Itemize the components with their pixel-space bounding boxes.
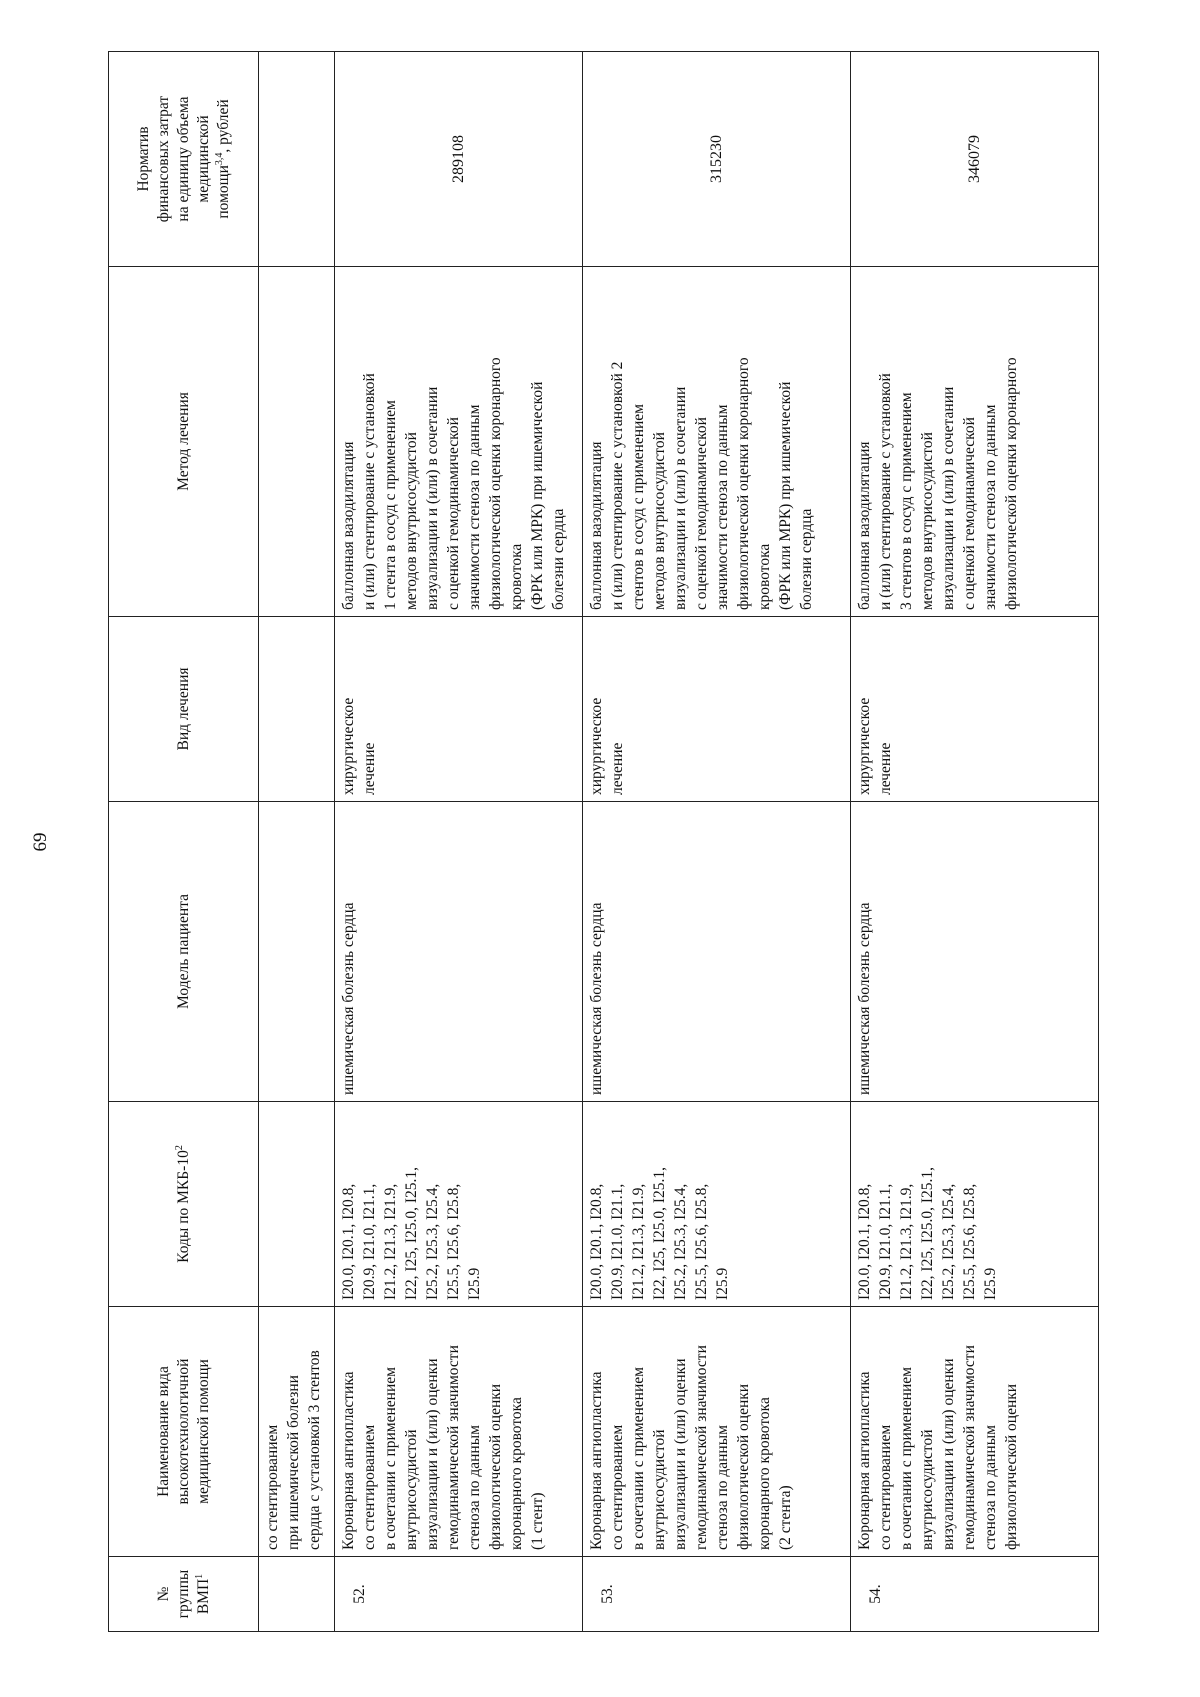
row-num: 52. bbox=[335, 1557, 583, 1632]
row-codes: I20.0, I20.1, I20.8, I20.9, I21.0, I21.1, I21.2, I21.3, I21.9, I22, I25, I25.0, I25.1, I25.2, I25.3, I25.4, I25.5, I25.6, I25.8, I25.9 bbox=[851, 1102, 1099, 1307]
rotated-page bbox=[30, 52, 1098, 1632]
row-num: 54. bbox=[851, 1557, 1099, 1632]
row-cost: 289108 bbox=[335, 52, 583, 267]
row-model: ишемическая болезнь сердца bbox=[851, 802, 1099, 1102]
table-row bbox=[583, 52, 851, 1632]
header-treatment-type: Вид лечения bbox=[109, 617, 259, 802]
row-treatment: хирургическое лечение bbox=[583, 617, 851, 802]
table-row bbox=[335, 52, 583, 1632]
header-method: Метод лечения bbox=[109, 267, 259, 617]
row-method: баллонная вазодилятация и (или) стентирование с установкой 2 стентов в сосуд с применением методов внутрисосудистой визуализации и (или) в сочетании с оценкой гемодинамической значимости стеноза по данным физиологической оценки коронарного кровотока (ФРК или МРК) при ишемической болезни сердца bbox=[583, 267, 851, 617]
row-treatment: хирургическое лечение bbox=[851, 617, 1099, 802]
continuation-name: со стентированием при ишемической болезни сердца с установкой 3 стентов bbox=[259, 1307, 335, 1557]
page-number: 69 bbox=[30, 832, 51, 852]
header-name: Наименование вида высокотехнологичной медицинской помощи bbox=[109, 1307, 259, 1557]
row-method: баллонная вазодилятация и (или) стентирование с установкой 1 стента в сосуд с применением методов внутрисосудистой визуализации и (или) в сочетании с оценкой гемодинамической значимости стеноза по данным физиологической оценки коронарного кровотока (ФРК или МРК) при ишемической болезни сердца bbox=[335, 267, 583, 617]
continuation-empty-cell bbox=[259, 802, 335, 1102]
table-header-row bbox=[109, 52, 259, 1632]
continuation-empty-cell bbox=[259, 617, 335, 802]
row-name: Коронарная ангиопластика со стентированием в сочетании с применением внутрисосудистой визуализации и (или) оценки гемодинамической значимости стеноза по данным физиологической оценки bbox=[851, 1307, 1099, 1557]
row-num: 53. bbox=[583, 1557, 851, 1632]
row-codes: I20.0, I20.1, I20.8, I20.9, I21.0, I21.1, I21.2, I21.3, I21.9, I22, I25, I25.0, I25.1, I25.2, I25.3, I25.4, I25.5, I25.6, I25.8, I25.9 bbox=[583, 1102, 851, 1307]
row-cost: 315230 bbox=[583, 52, 851, 267]
header-model: Модель пациента bbox=[109, 802, 259, 1102]
row-name: Коронарная ангиопластика со стентированием в сочетании с применением внутрисосудистой визуализации и (или) оценки гемодинамической значимости стеноза по данным физиологической оценки коронарного кровотока (1 стент) bbox=[335, 1307, 583, 1557]
continuation-empty-cell bbox=[259, 52, 335, 267]
row-method: баллонная вазодилятация и (или) стентирование с установкой 3 стентов в сосуд с применением методов внутрисосудистой визуализации и (или) в сочетании с оценкой гемодинамической значимости стеноза по данным физиологической оценки коронарного bbox=[851, 267, 1099, 617]
vmp-table bbox=[108, 51, 1099, 1632]
continuation-empty-cell bbox=[259, 267, 335, 617]
row-model: ишемическая болезнь сердца bbox=[583, 802, 851, 1102]
row-treatment: хирургическое лечение bbox=[335, 617, 583, 802]
continuation-empty-cell bbox=[259, 1102, 335, 1307]
header-codes: Коды по МКБ-$10^2$ bbox=[109, 1102, 259, 1307]
row-codes: I20.0, I20.1, I20.8, I20.9, I21.0, I21.1, I21.2, I21.3, I21.9, I22, I25, I25.0, I25.1, I25.2, I25.3, I25.4, I25.5, I25.6, I25.8, I25.9 bbox=[335, 1102, 583, 1307]
row-cost: 346079 bbox=[851, 52, 1099, 267]
row-name: Коронарная ангиопластика со стентированием в сочетании с применением внутрисосудистой визуализации и (или) оценки гемодинамической значимости стеноза по данным физиологической оценки коронарного кровотока (2 стента) bbox=[583, 1307, 851, 1557]
table-row bbox=[851, 52, 1099, 1632]
continuation-num bbox=[259, 1557, 335, 1632]
row-model: ишемическая болезнь сердца bbox=[335, 802, 583, 1102]
continuation-row bbox=[259, 52, 335, 1632]
header-group-no: № группы ВМП$^1$ bbox=[109, 1557, 259, 1632]
header-cost: Норматив финансовых затрат на единицу объема медицинской помощи$^{3,4}$, рублей bbox=[109, 52, 259, 267]
